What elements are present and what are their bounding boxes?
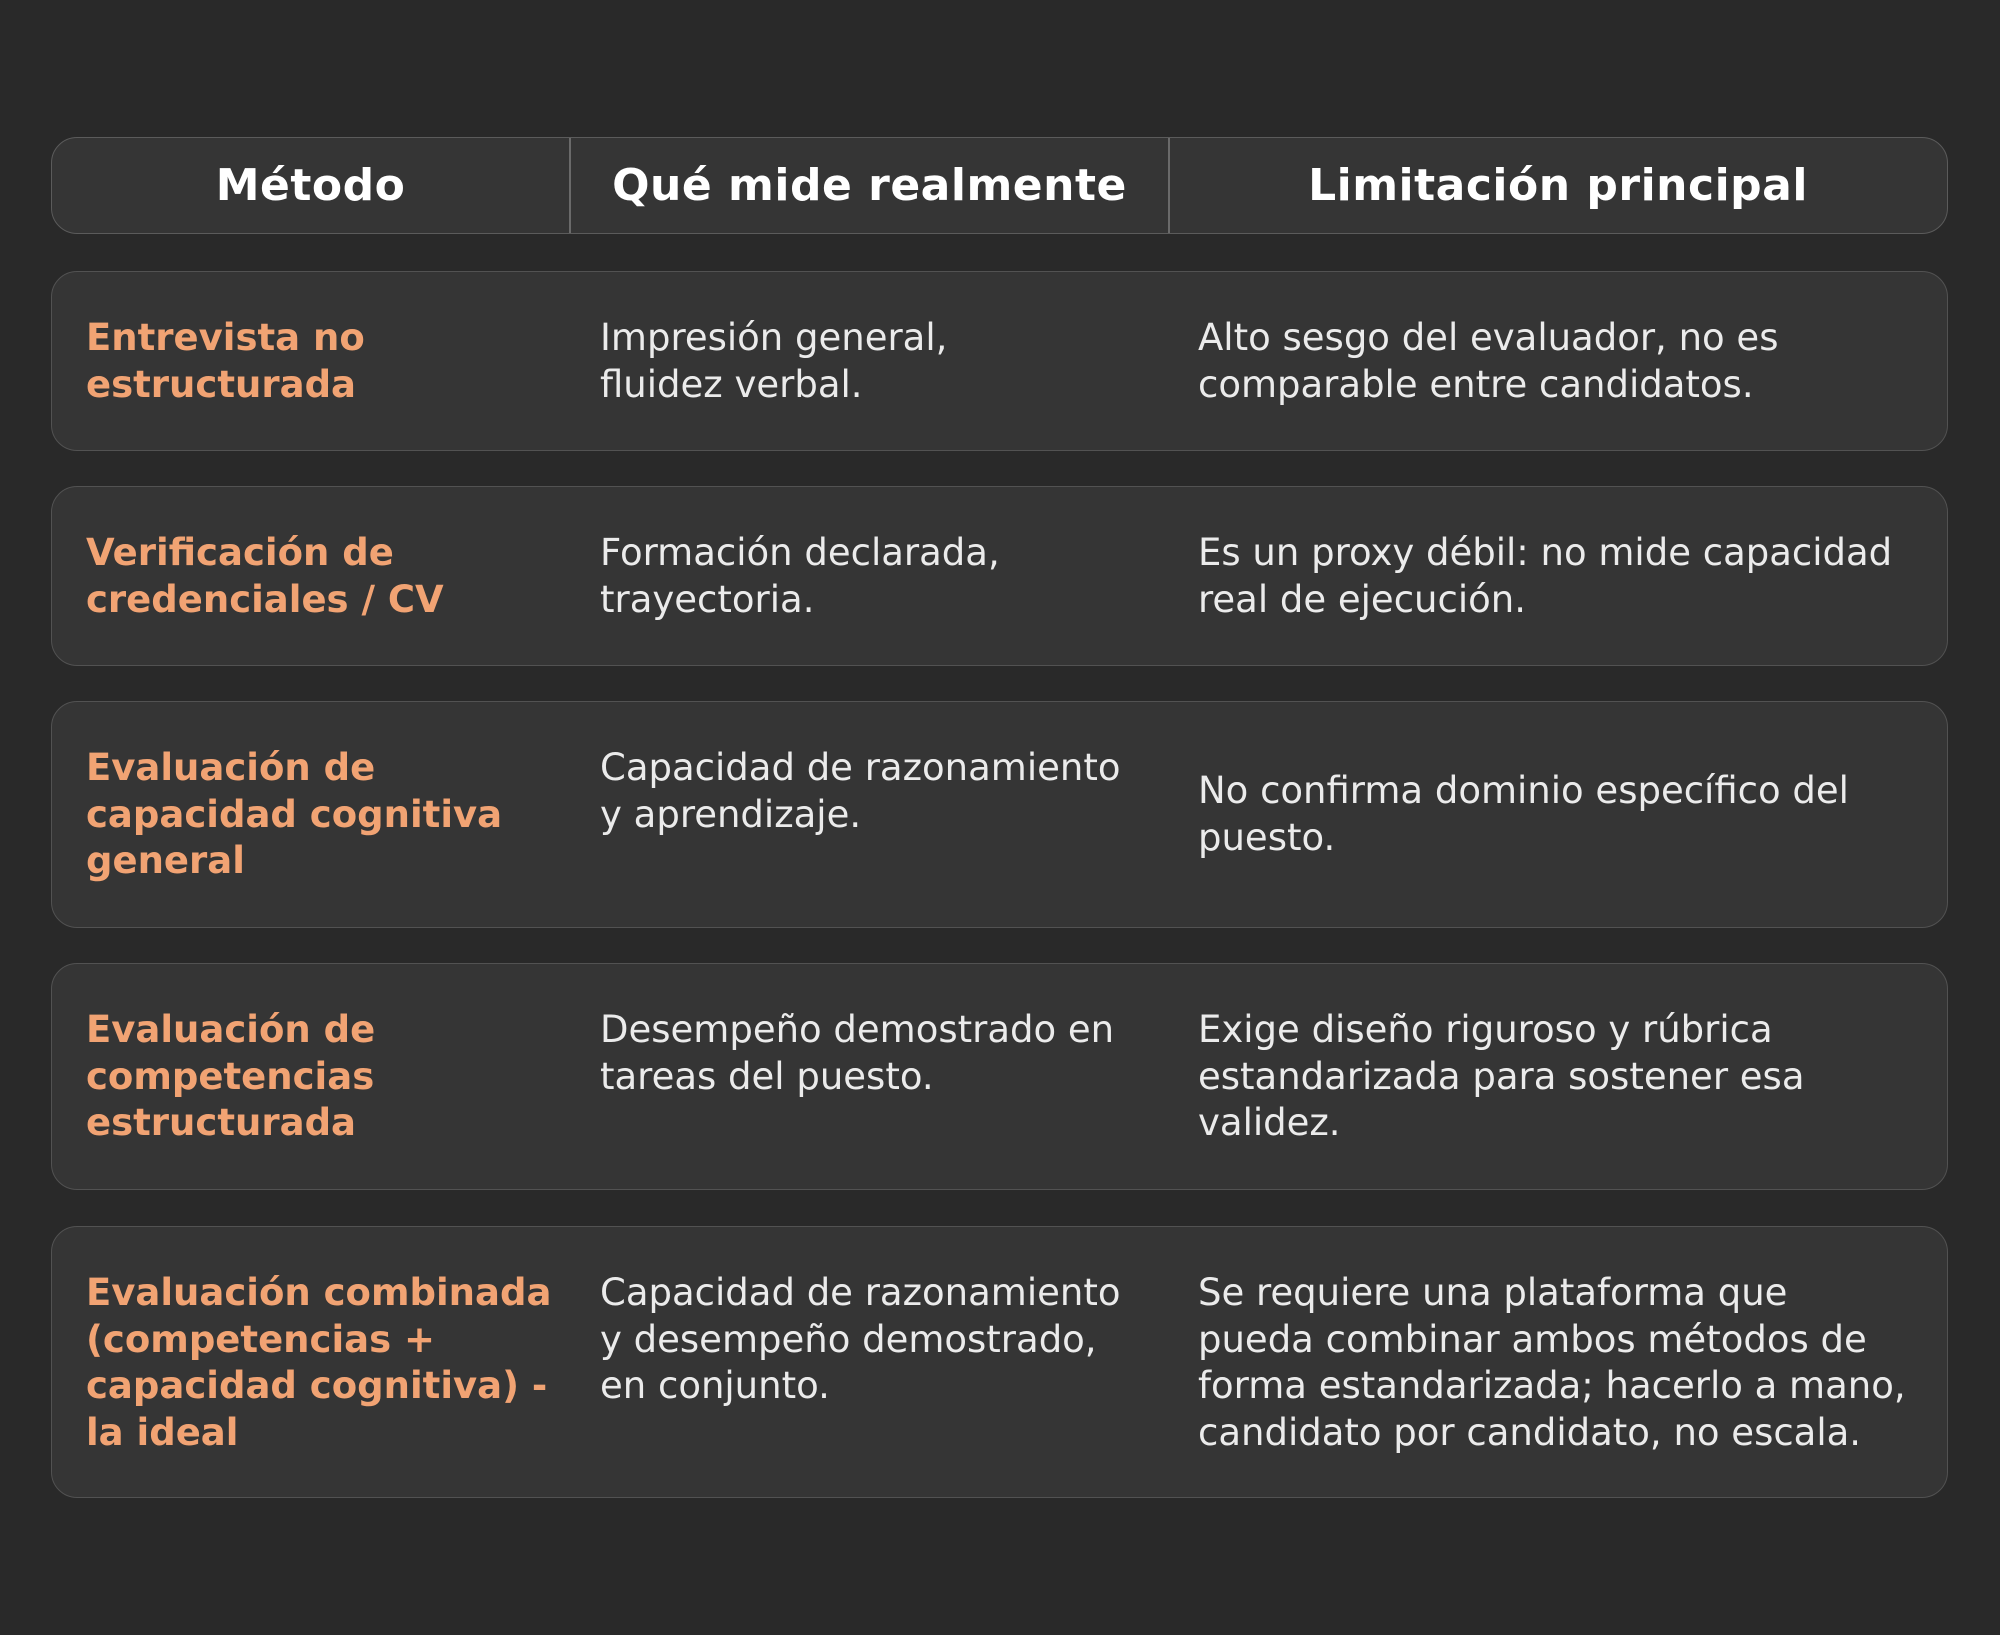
measures-cell [600,315,947,408]
method-line: credenciales / CV [86,577,444,621]
measures-line: tareas del puesto. [600,1054,934,1098]
method-cell [86,1007,375,1147]
method-cell [86,530,444,623]
limitation-line: No confirma dominio específico del [1198,769,1849,812]
method-cell [86,315,365,408]
header-limitation: Limitación principal [1308,160,1808,211]
measures-line: Impresión general, [600,316,948,359]
table-row [51,271,1948,451]
measures-line: y aprendizaje. [600,792,862,836]
limitation-line: real de ejecución. [1198,577,1526,621]
method-cell [86,745,502,885]
method-line: competencias [86,1054,375,1098]
method-line: estructurada [86,1101,357,1144]
measures-line: Capacidad de razonamiento [600,746,1121,789]
method-line: capacidad cognitiva [86,792,503,836]
measures-cell [600,530,1000,623]
method-line: capacidad cognitiva) - [86,1364,548,1407]
table-header [51,137,1948,234]
limitation-line: Alto sesgo del evaluador, no es [1198,316,1779,359]
measures-line: Capacidad de razonamiento [600,1271,1121,1314]
measures-cell [600,1270,1120,1410]
limitation-line: comparable entre candidatos. [1198,362,1754,406]
limitation-line: forma estandarizada; hacerlo a mano, [1198,1364,1906,1407]
limitation-cell [1198,315,1778,408]
limitation-line: puesto. [1198,815,1336,859]
method-line: (competencias + [86,1317,436,1361]
header-measures: Qué mide realmente [612,160,1127,211]
limitation-line: pueda combinar ambos métodos de [1198,1317,1867,1361]
method-line: general [86,839,245,882]
measures-line: Desempeño demostrado en [600,1008,1115,1051]
method-line: Evaluación combinada [86,1271,552,1314]
measures-line: trayectoria. [600,577,815,621]
limitation-line: candidato por candidato, no escala. [1198,1410,1862,1454]
measures-line: y desempeño demostrado, [600,1317,1097,1361]
table-row [51,486,1948,666]
measures-line: en conjunto. [600,1364,830,1407]
method-line: Evaluación de [86,746,376,789]
limitation-line: Es un proxy débil: no mide capacidad [1198,531,1893,574]
limitation-line: validez. [1198,1101,1341,1144]
measures-cell [600,1007,1114,1100]
method-line: Evaluación de [86,1008,376,1051]
table-row [51,1226,1948,1498]
limitation-cell [1198,530,1892,623]
method-line: Verificación de [86,531,394,574]
method-line: Entrevista no [86,316,365,359]
measures-line: Formación declarada, [600,531,1000,574]
table-row [51,701,1948,928]
header-method: Método [215,160,406,211]
method-cell [86,1270,551,1456]
measures-line: fluidez verbal. [600,362,863,406]
method-line: estructurada [86,362,357,406]
limitation-line: estandarizada para sostener esa [1198,1054,1805,1098]
limitation-line: Exige diseño riguroso y rúbrica [1198,1008,1773,1051]
limitation-cell [1198,1007,1805,1147]
table-row [51,963,1948,1190]
method-line: la ideal [86,1410,239,1454]
limitation-cell [1198,768,1849,861]
measures-cell [600,745,1120,838]
limitation-cell [1198,1270,1906,1456]
limitation-line: Se requiere una plataforma que [1198,1271,1788,1314]
